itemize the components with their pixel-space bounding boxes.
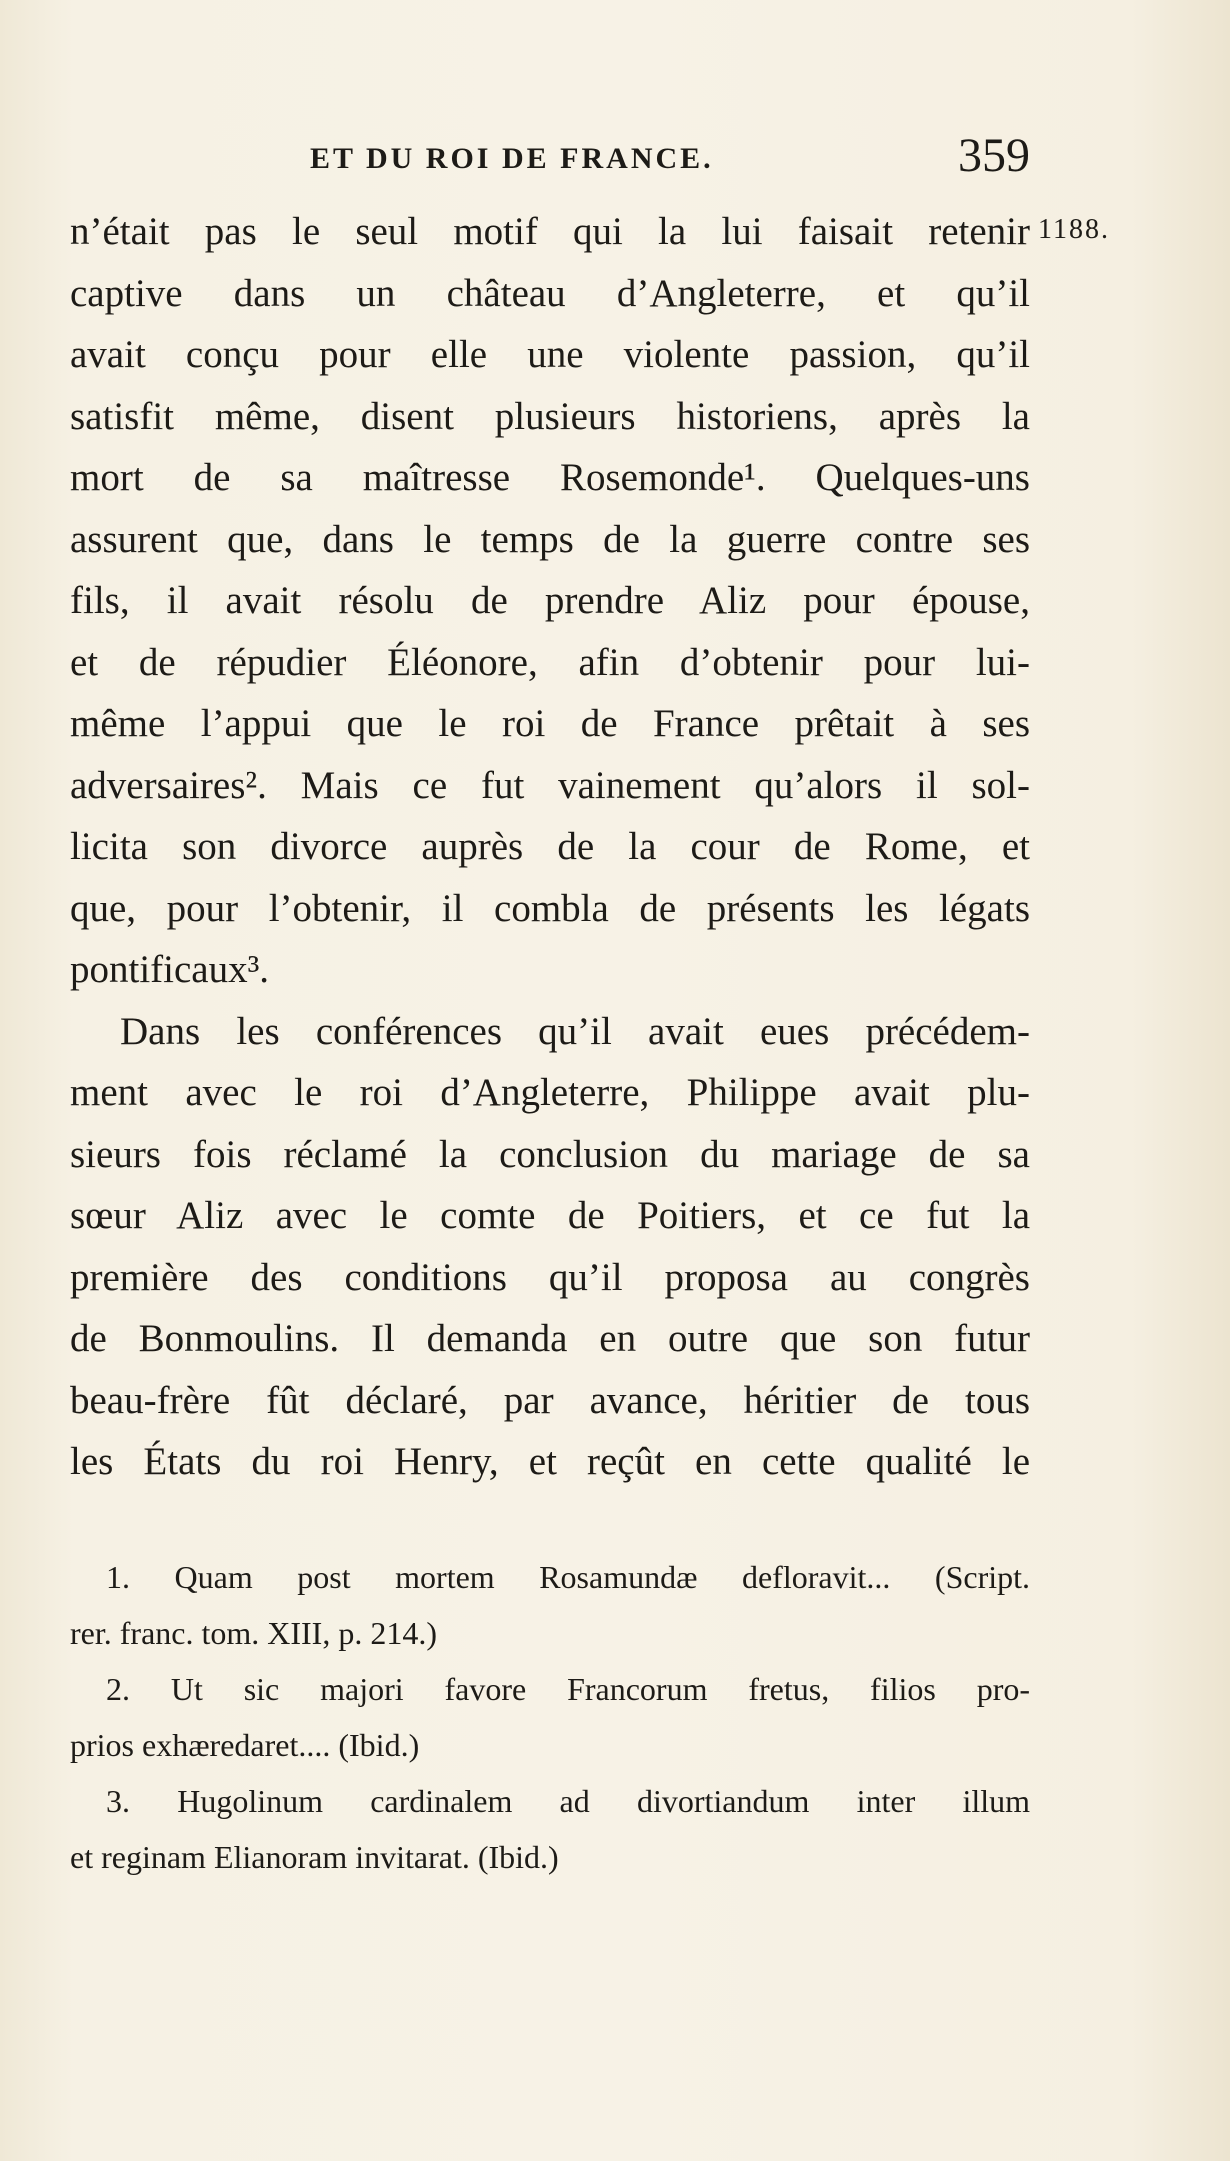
footnote-line: et reginam Elianoram invitarat. (Ibid.) (70, 1839, 559, 1875)
body-line: première des conditions qu’il proposa au congrès (70, 1255, 1030, 1299)
footnote-line: prios exhæredaret.... (Ibid.) (70, 1727, 420, 1763)
body-line: satisfit même, disent plusieurs historiens, après la (70, 394, 1030, 438)
body-line: assurent que, dans le temps de la guerre contre ses (70, 517, 1030, 561)
body-line: pontificaux³. (70, 948, 270, 991)
body-line: les États du roi Henry, et reçût en cette qualité le (70, 1440, 1030, 1483)
footnote-line: 2. Ut sic majori favore Francorum fretus, filios pro- (106, 1671, 1030, 1707)
page-number: 359 (958, 129, 1030, 182)
body-line: ment avec le roi d’Angleterre, Philippe avait plu- (70, 1071, 1030, 1114)
footnote-line: rer. franc. tom. XIII, p. 214.) (70, 1615, 437, 1651)
body-text (70, 201, 1030, 1493)
body-line: captive dans un château d’Angleterre, et qu’il (70, 271, 1030, 315)
body-line: beau-frère fût déclaré, par avance, héritier de tous (70, 1378, 1030, 1422)
running-head (70, 130, 1030, 190)
body-line: adversaires². Mais ce fut vainement qu’alors il sol- (70, 763, 1030, 807)
footnote-line: 1. Quam post mortem Rosamundæ defloravit... (Script. (106, 1559, 1030, 1595)
body-line: n’était pas le seul motif qui la lui faisait retenir (70, 210, 1030, 253)
body-line: et de répudier Éléonore, afin d’obtenir pour lui- (70, 640, 1030, 684)
body-line: avait conçu pour elle une violente passion, qu’il (70, 333, 1030, 376)
footnote-line: 3. Hugolinum cardinalem ad divortiandum inter illum (106, 1783, 1030, 1819)
margin-note-year: 1188. (1038, 214, 1110, 245)
body-line: que, pour l’obtenir, il combla de présents les légats (70, 886, 1030, 930)
body-line: fils, il avait résolu de prendre Aliz pour épouse, (70, 579, 1030, 622)
running-title: ET DU ROI DE FRANCE. (310, 142, 714, 175)
body-line: même l’appui que le roi de France prêtait à ses (70, 702, 1030, 745)
body-line: de Bonmoulins. Il demanda en outre que son futur (70, 1317, 1030, 1360)
body-line: sœur Aliz avec le comte de Poitiers, et ce fut la (70, 1194, 1030, 1237)
body-line: licita son divorce auprès de la cour de Rome, et (70, 825, 1030, 868)
body-line: sieurs fois réclamé la conclusion du mariage de sa (70, 1132, 1030, 1176)
body-line: mort de sa maîtresse Rosemonde¹. Quelques-uns (70, 456, 1030, 499)
footnotes (70, 1549, 1030, 1885)
body-line: Dans les conférences qu’il avait eues précédem- (120, 1009, 1030, 1053)
